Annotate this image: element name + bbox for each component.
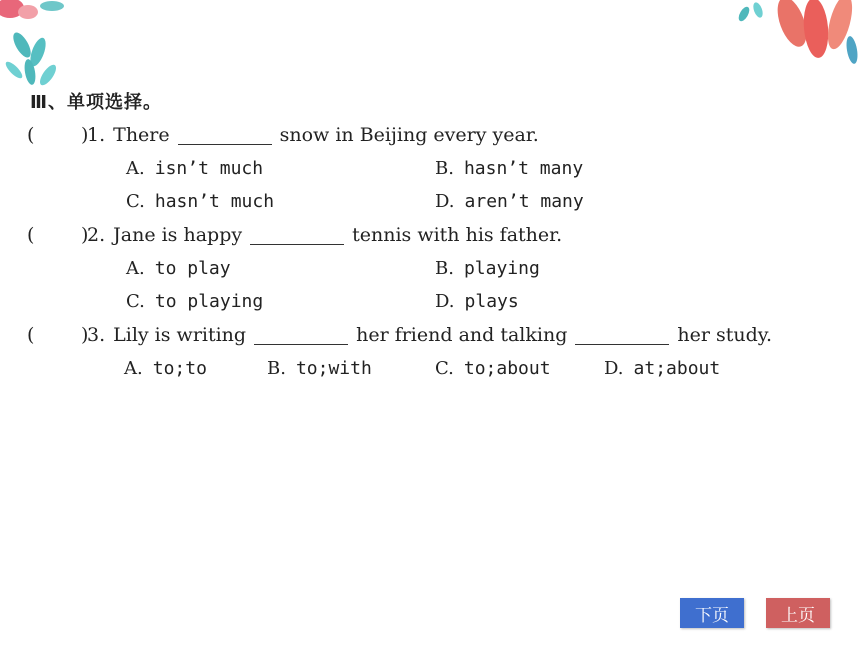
previous-page-button[interactable]: 上页 bbox=[766, 598, 830, 628]
answer-bracket-open: ( bbox=[27, 124, 35, 146]
question-number: 2. bbox=[87, 224, 106, 246]
answer-bracket-close: ) bbox=[81, 124, 89, 146]
question-number: 1. bbox=[87, 124, 106, 146]
question-text: snow in Beijing every year. bbox=[279, 124, 539, 146]
option-d: D. aren’t many bbox=[435, 190, 584, 212]
answer-bracket-open: ( bbox=[27, 324, 35, 346]
answer-bracket-open: ( bbox=[27, 224, 35, 246]
question-number: 3. bbox=[87, 324, 106, 346]
option-c: C. hasn’t much bbox=[126, 190, 275, 212]
question-text: Lily is writing bbox=[113, 324, 247, 346]
answer-blank bbox=[575, 326, 669, 345]
question-1 bbox=[27, 120, 539, 150]
option-a: A. to;to bbox=[124, 357, 207, 379]
option-b: B. hasn’t many bbox=[435, 157, 584, 179]
question-3 bbox=[27, 320, 772, 350]
decorative-leaves-top-right bbox=[730, 0, 860, 75]
question-text: Jane is happy bbox=[113, 224, 243, 246]
question-text: There bbox=[113, 124, 170, 146]
option-b: B. playing bbox=[435, 257, 540, 279]
question-2 bbox=[27, 220, 562, 250]
option-d: D. at;about bbox=[604, 357, 721, 379]
option-d: D. plays bbox=[435, 290, 519, 312]
section-title: Ⅲ、单项选择。 bbox=[30, 92, 163, 113]
option-c: C. to playing bbox=[126, 290, 264, 312]
question-text: her friend and talking bbox=[356, 324, 568, 346]
question-text: tennis with his father. bbox=[352, 224, 563, 246]
decorative-leaves-top-left bbox=[0, 0, 80, 95]
option-a: A. isn’t much bbox=[126, 157, 264, 179]
answer-blank bbox=[254, 326, 348, 345]
answer-blank bbox=[178, 126, 272, 145]
option-a: A. to play bbox=[126, 257, 231, 279]
option-b: B. to;with bbox=[267, 357, 372, 379]
question-text: her study. bbox=[677, 324, 773, 346]
answer-bracket-close: ) bbox=[81, 324, 89, 346]
answer-bracket-close: ) bbox=[81, 224, 89, 246]
next-page-button[interactable]: 下页 bbox=[680, 598, 744, 628]
option-c: C. to;about bbox=[435, 357, 551, 379]
answer-blank bbox=[250, 226, 344, 245]
